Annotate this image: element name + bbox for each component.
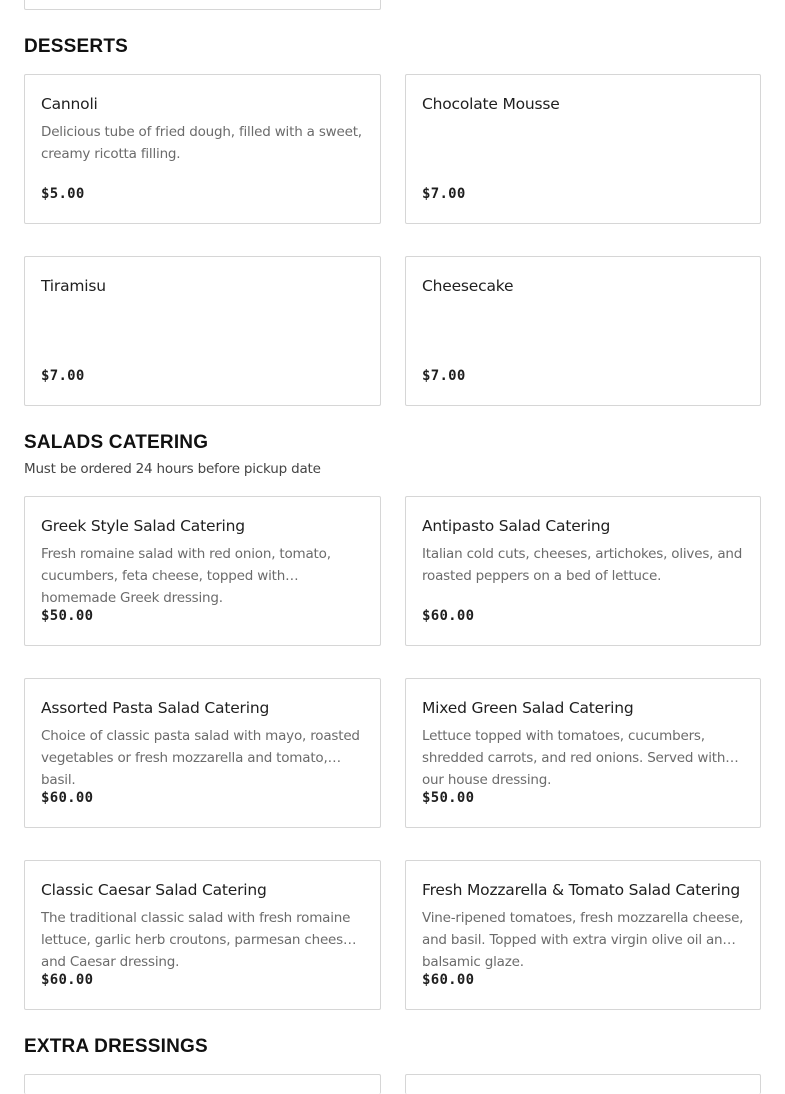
item-name: Mixed Green Salad Catering — [422, 699, 634, 717]
item-description: Lettuce topped with tomatoes, cucumbers, shredded carrots, and red onions. Served with our house dressing. — [422, 728, 726, 788]
item-description — [422, 303, 744, 347]
item-description — [422, 121, 744, 165]
item-name: Cannoli — [41, 95, 98, 113]
menu-item-mixed-green-salad-catering[interactable] — [405, 678, 761, 828]
item-name: Tiramisu — [41, 277, 106, 295]
item-price: $50.00 — [41, 608, 94, 624]
item-description: Italian cold cuts, cheeses, artichokes, olives, and roasted peppers on a bed of lettuce. — [422, 546, 743, 584]
item-price: $60.00 — [422, 972, 475, 988]
item-description — [41, 303, 364, 347]
item-price: $7.00 — [41, 368, 85, 384]
item-name: Assorted Pasta Salad Catering — [41, 699, 270, 717]
item-description: Vine-ripened tomatoes, fresh mozzarella cheese, and basil. Topped with extra virgin olive oil and balsamic glaze. — [422, 910, 744, 970]
section-title-salads-catering: SALADS CATERING — [24, 432, 209, 453]
menu-item-assorted-pasta-salad-catering[interactable] — [24, 678, 381, 828]
section-subtitle-salads-catering: Must be ordered 24 hours before pickup date — [24, 461, 321, 477]
menu-item-antipasto-salad-catering[interactable] — [405, 496, 761, 646]
item-price: $50.00 — [422, 790, 475, 806]
item-name: Classic Caesar Salad Catering — [41, 881, 267, 899]
menu-item-card-partial-bottom-left[interactable] — [24, 1074, 381, 1094]
item-description: The traditional classic salad with fresh romaine lettuce, garlic herb croutons, parmesan cheese and Caesar dressing. — [41, 910, 352, 970]
menu-item-card-partial-bottom-right[interactable] — [405, 1074, 761, 1094]
item-name: Antipasto Salad Catering — [422, 517, 611, 535]
item-name: Fresh Mozzarella & Tomato Salad Catering — [422, 881, 741, 899]
section-title-extra-dressings: EXTRA DRESSINGS — [24, 1036, 208, 1057]
item-description: Fresh romaine salad with red onion, tomato, cucumbers, feta cheese, topped with homemade Greek dressing. — [41, 546, 331, 606]
item-price: $7.00 — [422, 368, 466, 384]
item-description: Delicious tube of fried dough, filled with a sweet, creamy ricotta filling. — [41, 124, 362, 162]
item-name: Cheesecake — [422, 277, 514, 295]
item-price: $60.00 — [422, 608, 475, 624]
item-price: $5.00 — [41, 186, 85, 202]
menu-item-fresh-mozzarella-tomato-salad-catering[interactable] — [405, 860, 761, 1010]
menu-item-card-partial-top[interactable] — [24, 0, 381, 10]
menu-item-tiramisu[interactable] — [24, 256, 381, 406]
menu-item-cheesecake[interactable] — [405, 256, 761, 406]
section-title-desserts: DESSERTS — [24, 36, 129, 57]
item-description: Choice of classic pasta salad with mayo, roasted vegetables or fresh mozzarella and tomato, basil. — [41, 728, 360, 788]
item-price: $7.00 — [422, 186, 466, 202]
menu-item-classic-caesar-salad-catering[interactable] — [24, 860, 381, 1010]
menu-item-cannoli[interactable] — [24, 74, 381, 224]
item-name: Chocolate Mousse — [422, 95, 560, 113]
item-price: $60.00 — [41, 972, 94, 988]
item-name: Greek Style Salad Catering — [41, 517, 245, 535]
menu-item-greek-style-salad-catering[interactable] — [24, 496, 381, 646]
item-price: $60.00 — [41, 790, 94, 806]
menu-item-chocolate-mousse[interactable] — [405, 74, 761, 224]
